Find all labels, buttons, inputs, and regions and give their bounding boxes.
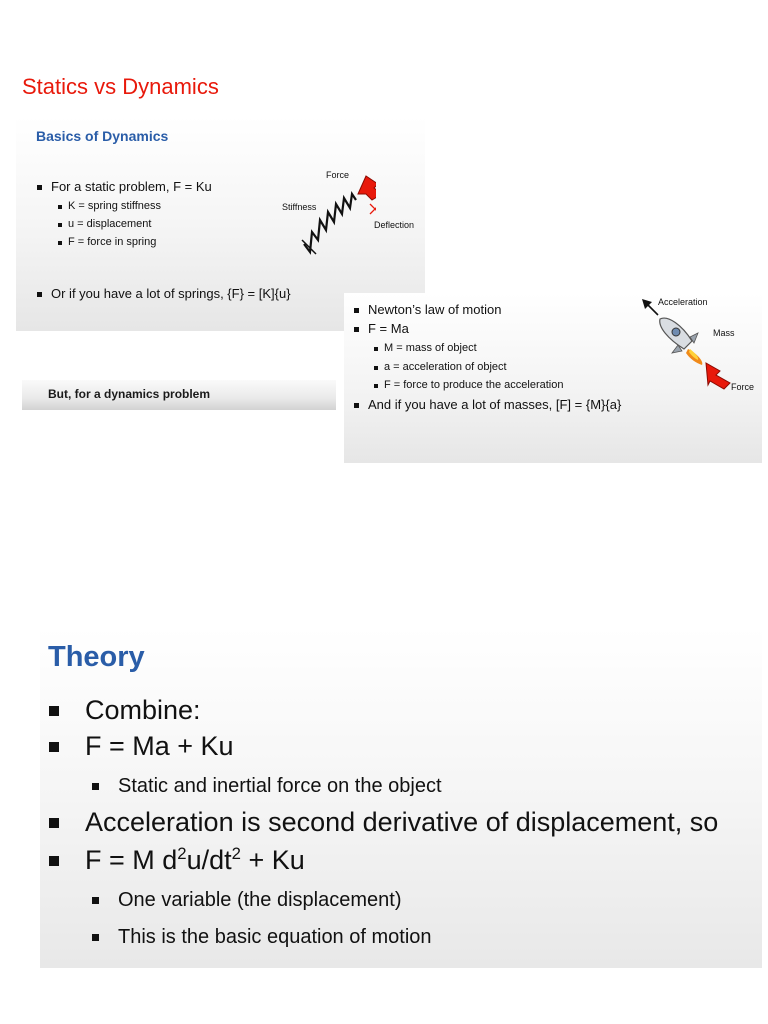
force-arrow-icon	[358, 176, 376, 200]
equation-part: + Ku	[240, 845, 305, 875]
bullet-combine: Combine:	[85, 695, 201, 725]
slide-newtons-law	[344, 293, 762, 463]
bullet-many-springs: Or if you have a lot of springs, {F} = [K]{u}	[51, 286, 291, 301]
banner-text: But, for a dynamics problem	[48, 387, 211, 401]
bullet-acceleration-derivative: Acceleration is second derivative of displacement, so	[85, 807, 719, 837]
mass-label: Mass	[713, 328, 735, 338]
sub-bullet-static-inertial: Static and inertial force on the object	[118, 775, 442, 797]
sub-bullet-a: a = acceleration of object	[384, 361, 507, 373]
force-label: Force	[731, 382, 755, 392]
sub-bullet-k: K = spring stiffness	[68, 200, 162, 212]
bullet-newtons-law: Newton’s law of motion	[368, 302, 502, 317]
sub-bullet-m: M = mass of object	[384, 342, 477, 354]
deflection-label: Deflection	[374, 220, 415, 230]
spring-icon	[296, 174, 376, 259]
slide-theory	[40, 627, 762, 968]
sub-bullet-f-force: F = force to produce the acceleration	[384, 379, 564, 391]
bullet-many-masses: And if you have a lot of masses, [F] = {M}{a}	[368, 397, 622, 412]
bullet-f-ma: F = Ma	[368, 321, 409, 336]
equation-part: F = M d	[85, 845, 178, 875]
equation-superscript: 2	[231, 844, 241, 863]
bullet-static-problem: For a static problem, F = Ku	[51, 179, 212, 194]
bullet-f-ma-ku: F = Ma + Ku	[85, 731, 234, 761]
sub-bullet-one-variable: One variable (the displacement)	[118, 889, 402, 911]
slide-heading: Theory	[48, 641, 145, 673]
stiffness-label: Stiffness	[282, 202, 317, 212]
acceleration-label: Acceleration	[658, 297, 708, 307]
page-title: Statics vs Dynamics	[22, 74, 219, 99]
slide-heading: Basics of Dynamics	[36, 128, 169, 144]
sub-bullet-f: F = force in spring	[68, 236, 157, 248]
force-label: Force	[326, 170, 350, 180]
sub-bullet-u: u = displacement	[68, 218, 152, 230]
dynamics-problem-banner	[22, 380, 336, 410]
bullet-equation-of-motion	[85, 845, 305, 876]
force-arrow-icon	[706, 363, 730, 389]
equation-part: u/dt	[186, 845, 232, 875]
equation-superscript: 2	[177, 844, 187, 863]
rocket-icon	[638, 299, 738, 391]
sub-bullet-basic-equation: This is the basic equation of motion	[118, 926, 432, 948]
